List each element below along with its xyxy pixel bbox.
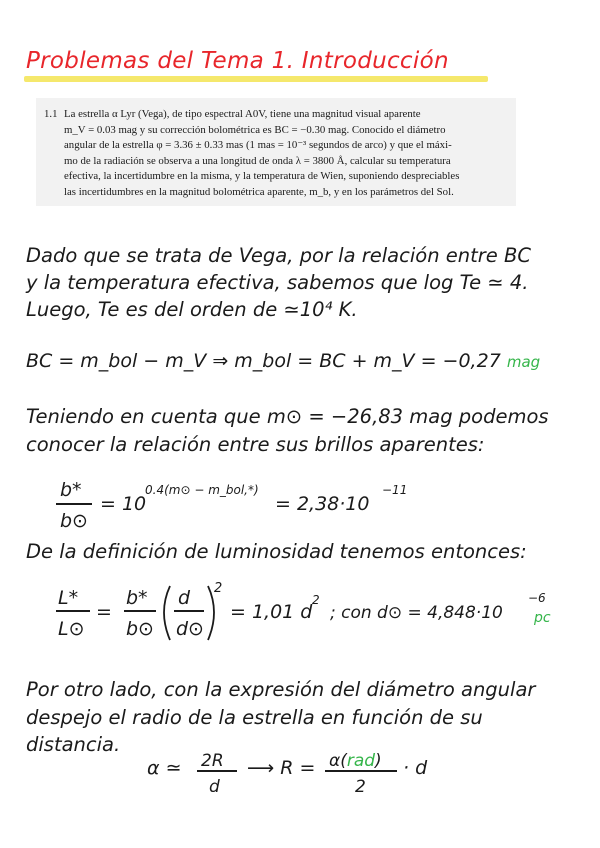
equation-brightness-ratio xyxy=(50,474,430,534)
paragraph-angular-diameter xyxy=(26,676,535,759)
eq3-lhs-den: L⊙ xyxy=(58,618,85,640)
eq4-num2-close: ) xyxy=(375,752,382,771)
eq3-power: 2 xyxy=(214,581,223,596)
svg-text:=: = xyxy=(96,601,112,623)
eq3-result-exp: 2 xyxy=(312,593,320,607)
note-line: despejo el radio de la estrella en función de su xyxy=(26,705,483,729)
statement-line: m_V = 0.03 mag y su corrección bolométrica es BC = −0.30 mag. Conocido el diámetro xyxy=(64,123,446,136)
page-title: Problemas del Tema 1. Introducción xyxy=(26,48,449,74)
eq3-con: ; con d⊙ = 4,848·10 xyxy=(330,603,503,623)
equation-bolometric xyxy=(26,350,540,372)
problem-statement xyxy=(36,98,516,206)
note-line: Luego, Te es del orden de ≃10⁴ K. xyxy=(26,298,358,321)
eq2-num: b* xyxy=(60,479,82,501)
eq2-exponent: 0.4(m⊙ − m_bol,*) xyxy=(145,483,259,497)
problem-number: 1.1 xyxy=(44,108,58,120)
note-line: distancia. xyxy=(26,733,121,756)
equation-radius xyxy=(145,752,465,800)
equation-luminosity-ratio xyxy=(50,580,570,644)
paragraph-vega-temperature xyxy=(26,242,531,323)
note-line: Por otro lado, con la expresión del diámetro angular xyxy=(26,678,536,701)
svg-text:α(rad) xyxy=(329,752,382,771)
eq3-b-num: b* xyxy=(126,587,148,609)
eq4-num2: α( xyxy=(329,752,347,771)
paragraph-brightness xyxy=(26,403,549,459)
eq4-den2: 2 xyxy=(355,777,366,797)
title-highlight xyxy=(24,76,488,82)
eq4-tail: · d xyxy=(403,757,428,779)
unit-mag: mag xyxy=(506,353,541,371)
unit-pc: pc xyxy=(534,610,551,626)
eq2-value: = 2,38·10 xyxy=(275,493,370,515)
eq2-den: b⊙ xyxy=(60,510,88,532)
statement-line: las incertidumbres en la magnitud bolométrica aparente, m_b, y en los parámetros del Sol. xyxy=(64,185,454,198)
eq3-con-exp: −6 xyxy=(528,591,546,605)
eq4-den: d xyxy=(209,777,220,797)
eq4-alpha: α ≃ xyxy=(147,757,182,779)
eq3-lhs-num: L* xyxy=(58,587,79,609)
eq4-arrow: ⟶ R = xyxy=(247,757,316,779)
statement-line: La estrella α Lyr (Vega), de tipo espectral A0V, tiene una magnitud visual aparente xyxy=(64,108,421,120)
eq3-d-den: d⊙ xyxy=(176,618,204,640)
eq3-b-den: b⊙ xyxy=(126,618,154,640)
eq3-d-num: d xyxy=(178,587,191,609)
eq4-num: 2R xyxy=(201,752,224,771)
paragraph-luminosity: De la definición de luminosidad tenemos entonces: xyxy=(26,540,527,563)
left-paren xyxy=(164,586,170,640)
eq2-base: = 10 xyxy=(100,493,147,515)
eq3-result: = 1,01 d xyxy=(230,601,313,623)
equation-text: BC = m_bol − m_V ⇒ m_bol = BC + m_V = −0,27 xyxy=(26,350,501,372)
eq2-value-exponent: −11 xyxy=(382,483,408,497)
rad-label: rad xyxy=(346,752,376,771)
statement-line: mo de la radiación se observa a una longitud de onda λ = 3800 Å, calcular su temperatura xyxy=(64,154,451,167)
statement-line: angular de la estrella φ = 3.36 ± 0.33 mas (1 mas = 10⁻³ segundos de arco) y que el máxi- xyxy=(64,139,452,151)
note-line: Dado que se trata de Vega, por la relación entre BC xyxy=(26,244,531,267)
problem-text xyxy=(64,107,540,200)
note-line: conocer la relación entre sus brillos aparentes: xyxy=(26,433,485,456)
note-line: Teniendo en cuenta que m⊙ = −26,83 mag podemos xyxy=(26,405,549,428)
note-line: y la temperatura efectiva, sabemos que log Te ≃ 4. xyxy=(26,271,529,294)
statement-line: efectiva, la incertidumbre en la misma, y la temperatura de Wien, suponiendo despreciables xyxy=(64,170,460,182)
